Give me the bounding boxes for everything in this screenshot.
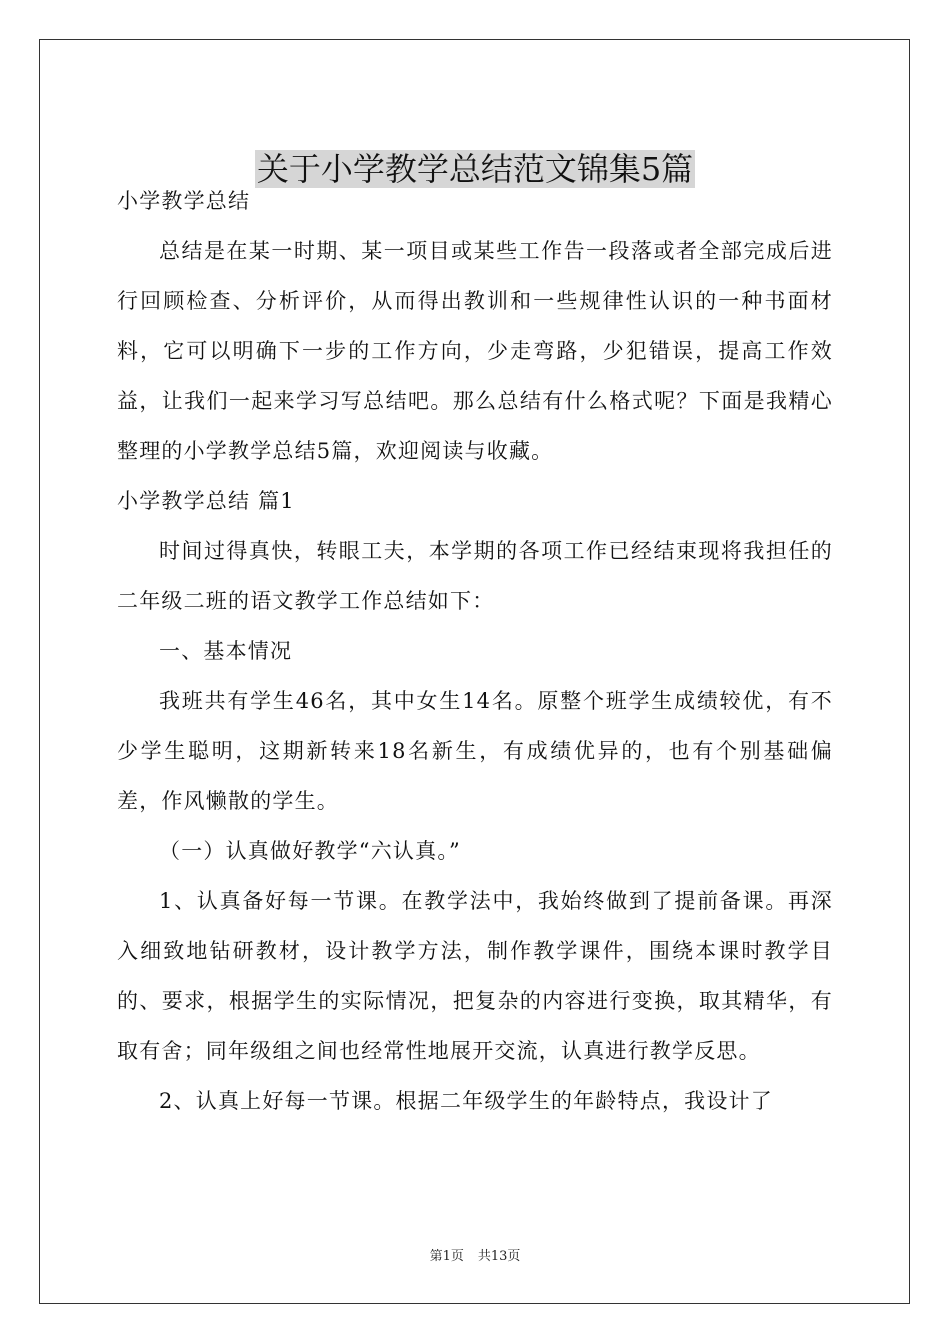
intro-paragraph: 总结是在某一时期、某一项目或某些工作告一段落或者全部完成后进行回顾检查、分析评价，从而得出教训和一些规律性认识的一种书面材料，它可以明确下一步的工作方向，少走弯路，少犯错误，提高工作效益，让我们一起来学习写总结吧。那么总结有什么格式呢？下面是我精心整理的小学教学总结5篇，欢迎阅读与收藏。	[117, 239, 833, 463]
document-body	[117, 176, 833, 1126]
body-paragraph: 2、认真上好每一节课。根据二年级学生的年龄特点，我设计了	[159, 1089, 773, 1113]
body-paragraph: 时间过得真快，转眼工夫，本学期的各项工作已经结束现将我担任的二年级二班的语文教学工作总结如下：	[117, 539, 833, 613]
body-paragraph: 1、认真备好每一节课。在教学法中，我始终做到了提前备课。再深入细致地钻研教材，设计教学方法，制作教学课件，围绕本课时教学目的、要求，根据学生的实际情况，把复杂的内容进行变换，取其精华，有取有舍；同年级组之间也经常性地展开交流，认真进行教学反思。	[117, 889, 833, 1063]
page-total: 共13页	[477, 1249, 521, 1264]
section-heading: 小学教学总结 篇1	[117, 489, 295, 513]
document-title-text: 关于小学教学总结范文锦集5篇	[256, 150, 694, 189]
section-heading: 小学教学总结	[117, 189, 251, 213]
subsection-heading: （一）认真做好教学“六认真。”	[159, 839, 461, 863]
body-paragraph: 我班共有学生46名，其中女生14名。原整个班学生成绩较优，有不少学生聪明，这期新转来18名新生，有成绩优异的，也有个别基础偏差，作风懒散的学生。	[117, 689, 833, 813]
page-number: 第1页	[429, 1249, 464, 1264]
subsection-heading: 一、基本情况	[159, 639, 293, 663]
page-footer	[0, 1248, 950, 1266]
